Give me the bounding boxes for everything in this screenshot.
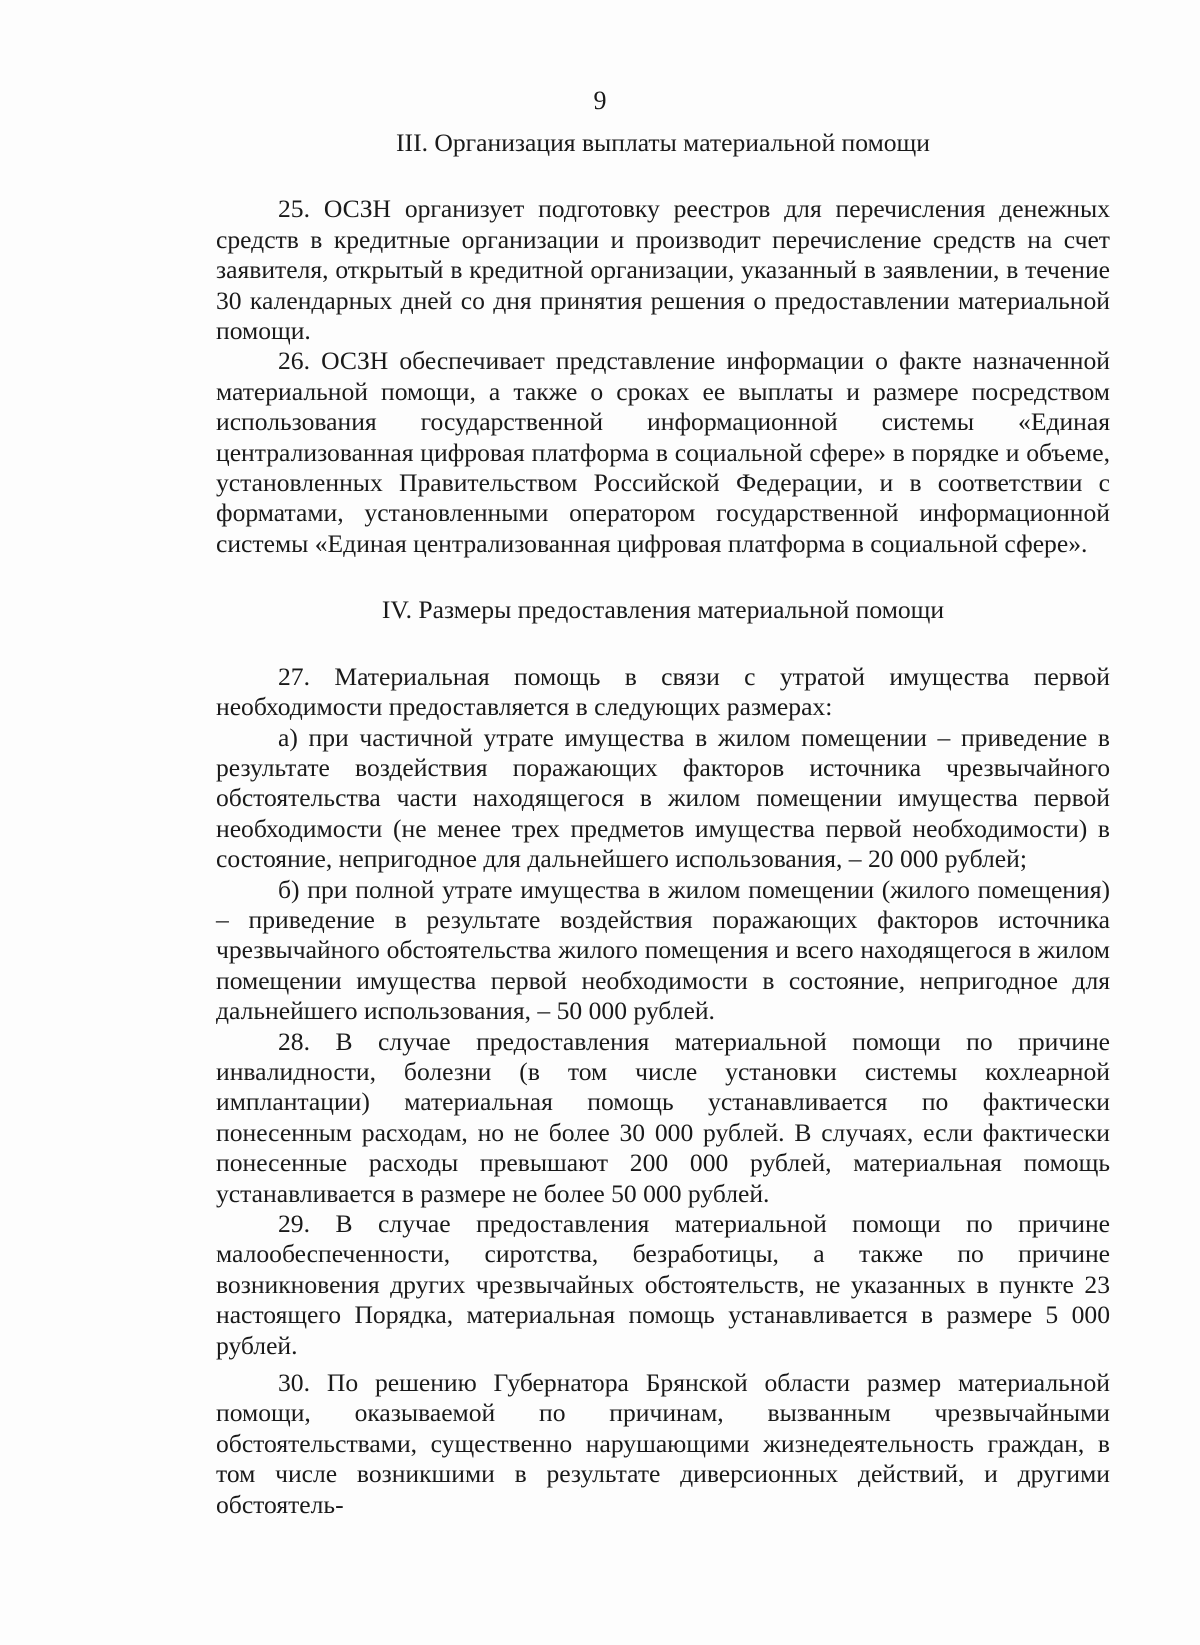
paragraph-27: 27. Материальная помощь в связи с утратой имущества первой необходимости предоставляется в следующих размерах: — [216, 661, 1110, 722]
paragraph-30: 30. По решению Губернатора Брянской области размер материальной помощи, оказываемой по причинам, вызванным чрезвычайными обстоятельствами, существенно нарушающими жизнедеятельность граждан, в том числе возникшими в результате диверсионных действий, и другими обстоятель- — [216, 1368, 1110, 1519]
document-body — [216, 128, 1110, 1520]
section-heading-iv: IV. Размеры предоставления материальной помощи — [381, 595, 945, 625]
paragraph-29: 29. В случае предоставления материальной помощи по причине малообеспеченности, сиротства, безработицы, а также по причине возникновения других чрезвычайных обстоятельств, не указанных в пункте 23 настоящего Порядка, материальная помощь устанавливается в размере 5 000 рублей. — [216, 1209, 1110, 1360]
paragraph-27-b: б) при полной утрате имущества в жилом помещении (жилого помещения) – приведение в результате воздействия поражающих факторов источника чрезвычайного обстоятельства жилого помещения и всего находящегося в жилом помещении имущества первой необходимости в состояние, непригодное для дальнейшего использования, – 50 000 рублей. — [216, 874, 1110, 1026]
paragraph-27-a: а) при частичной утрате имущества в жилом помещении – приведение в результате воздействия поражающих факторов источника чрезвычайного обстоятельства части находящегося в жилом помещении имущества первой необходимости (не менее трех предметов имущества первой необходимости) в состояние, непригодное для дальнейшего использования, – 20 000 рублей; — [216, 722, 1110, 874]
section-heading-iii: III. Организация выплаты материальной помощи — [396, 128, 930, 157]
paragraph-25: 25. ОСЗН организует подготовку реестров для перечисления денежных средств в кредитные организации и производит перечисление средств на счет заявителя, открытый в кредитной организации, указанный в заявлении, в течение 30 календарных дней со дня принятия решения о предоставлении материальной помощи. — [216, 194, 1110, 346]
page-number: 9 — [593, 86, 607, 115]
paragraph-28: 28. В случае предоставления материальной помощи по причине инвалидности, болезни (в том числе установки системы кохлеарной имплантации) материальная помощь устанавливается по фактически понесенным расходам, но не более 30 000 рублей. В случаях, если фактически понесенные расходы превышают 200 000 рублей, материальная помощь устанавливается в размере не более 50 000 рублей. — [216, 1026, 1110, 1208]
paragraph-26: 26. ОСЗН обеспечивает представление информации о факте назначенной материальной помощи, а также о сроках ее выплаты и размере посредством использования государственной информационной системы «Единая централизованная цифровая платформа в социальной сфере» в порядке и объеме, установленных Правительством Российской Федерации, и в соответствии с форматами, установленными оператором государственной информационной системы «Единая централизованная цифровая платформа в социальной сфере». — [216, 346, 1110, 558]
